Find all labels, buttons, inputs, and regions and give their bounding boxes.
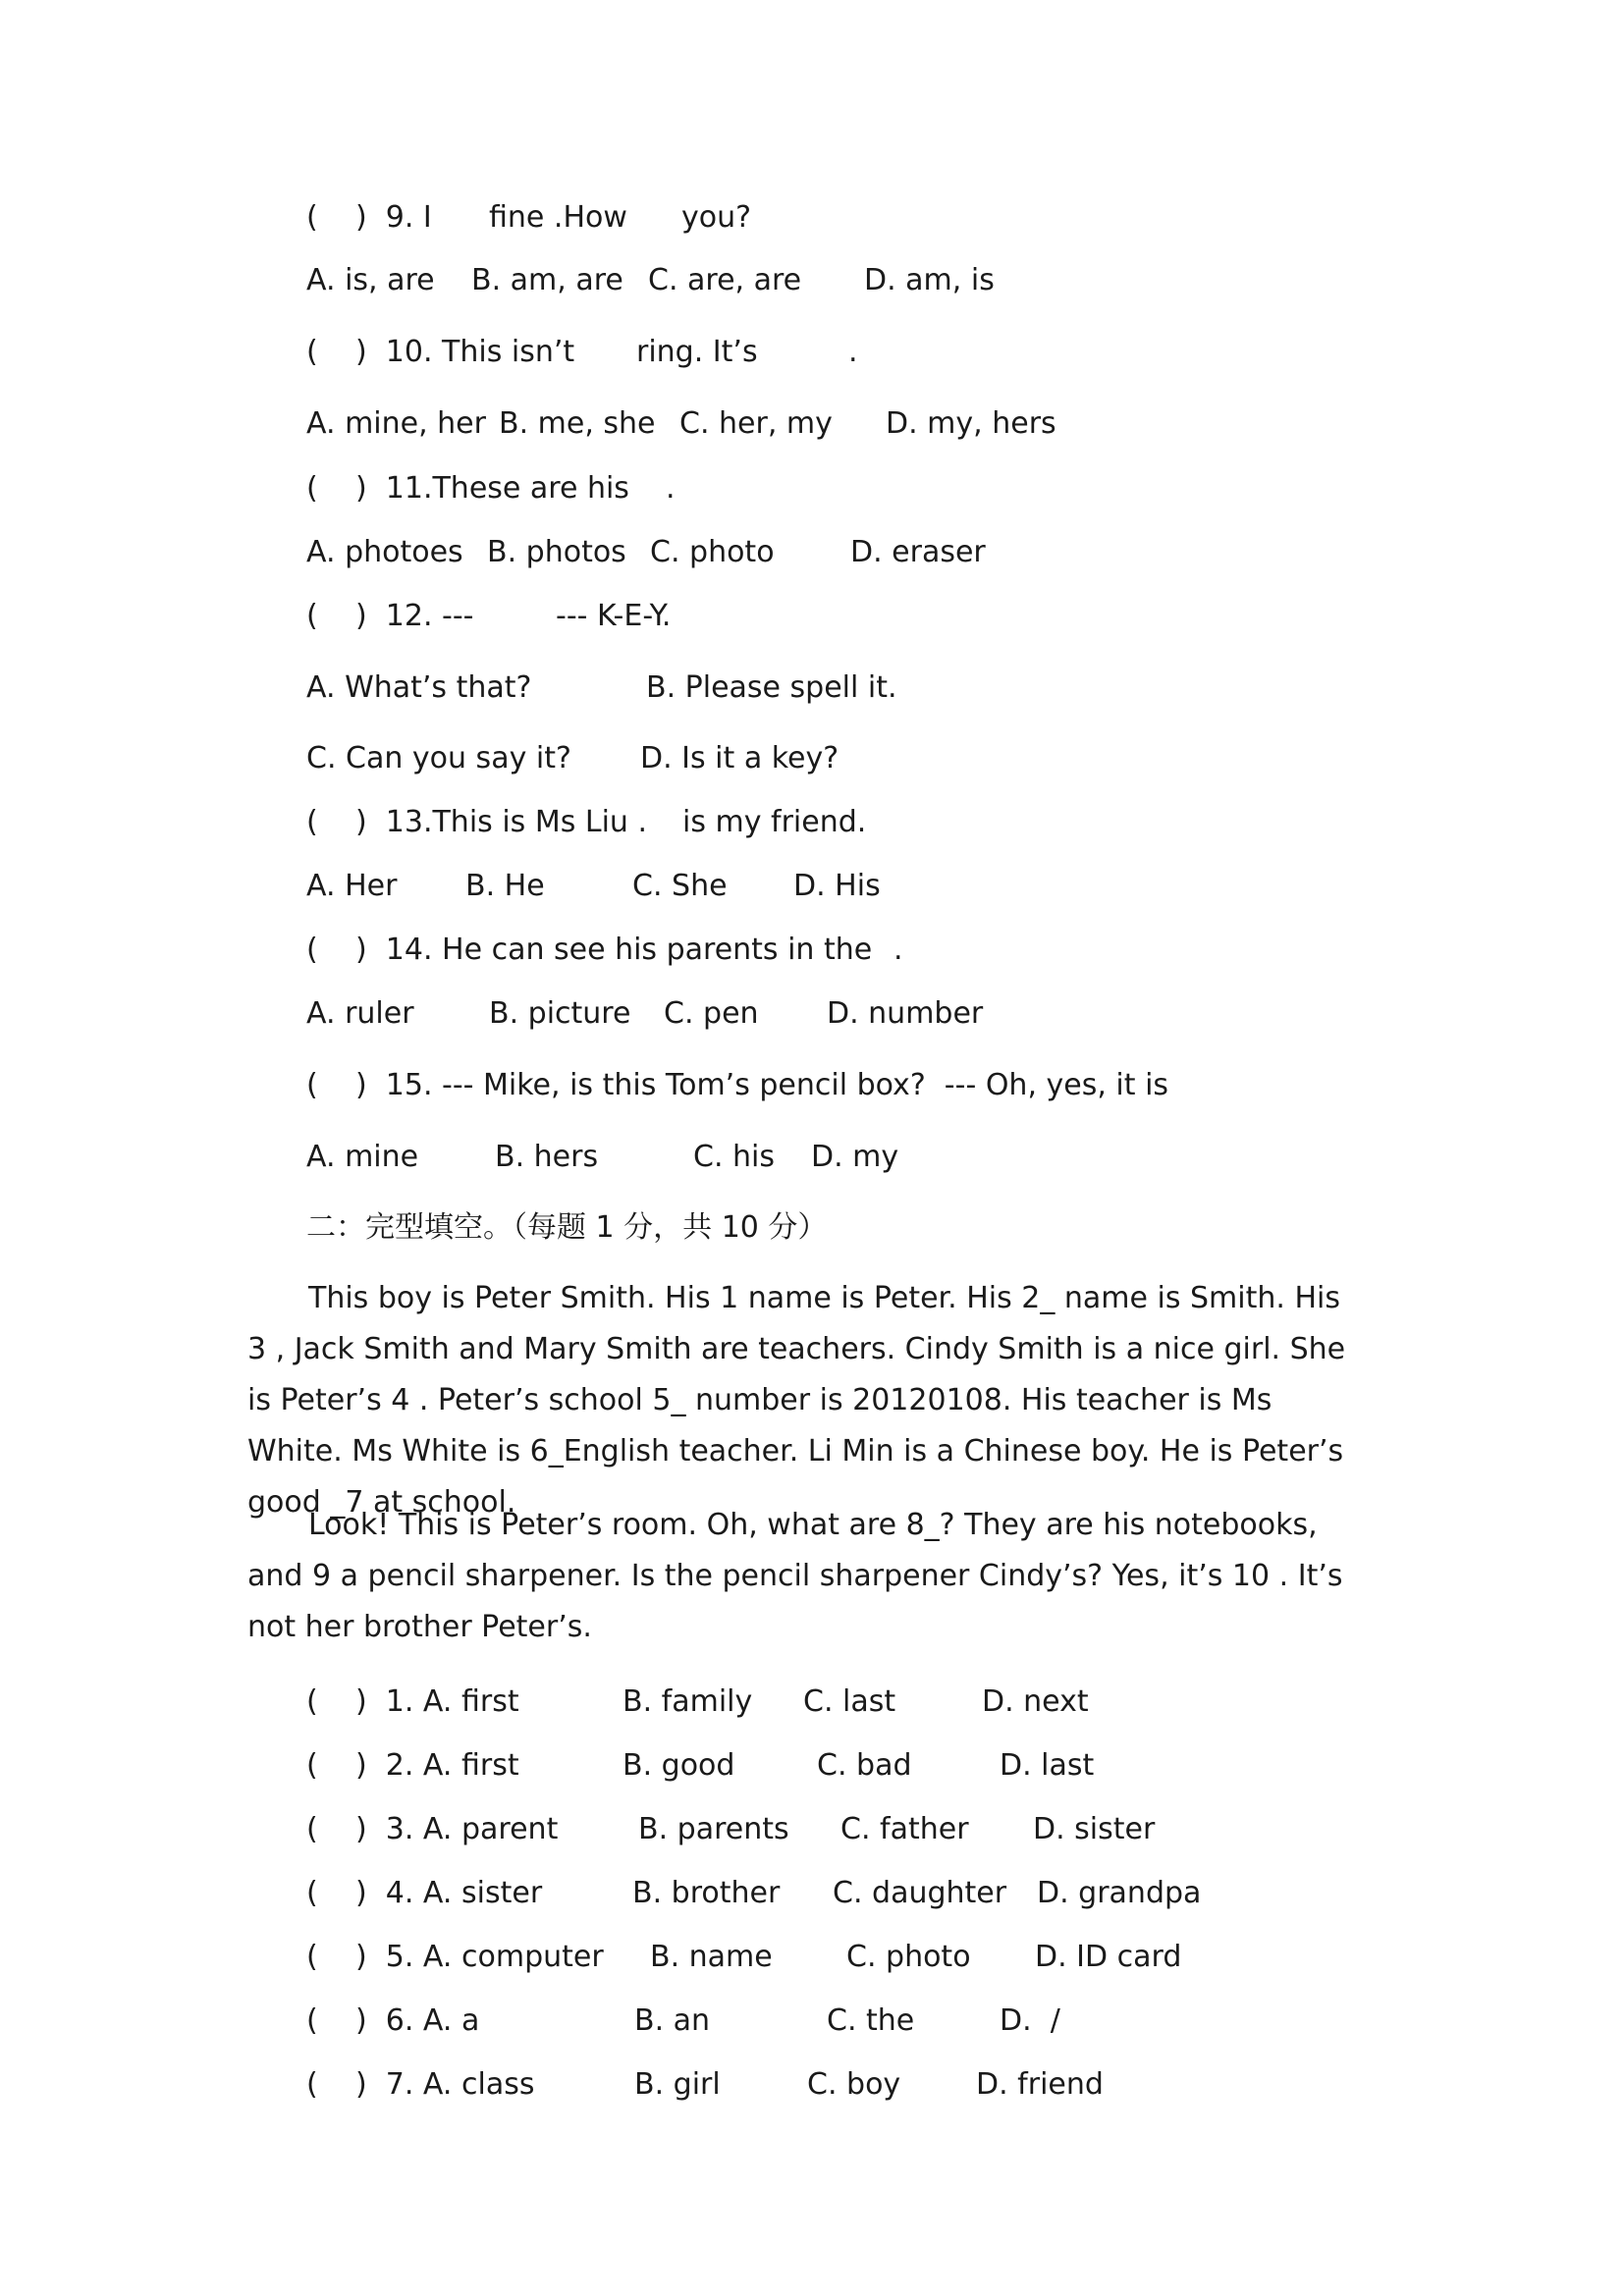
option-b: B. me, she [499, 406, 656, 441]
question-stem-part: . [848, 335, 858, 369]
option-a: A. ruler [306, 996, 414, 1031]
answer-paren: ( [306, 1940, 318, 1974]
option-b: B. picture [489, 996, 631, 1031]
answer-paren: ( [306, 335, 318, 369]
option-c: C. photo [650, 535, 775, 569]
option-d: D. friend [976, 2067, 1104, 2102]
answer-paren: ( [306, 599, 318, 633]
option-d: D. ID card [1035, 1940, 1182, 1974]
option-d: D. Is it a key? [640, 741, 839, 775]
answer-paren: ( [306, 1812, 318, 1846]
answer-paren: ( [306, 1068, 318, 1102]
option-c: C. photo [846, 1940, 971, 1974]
option-a: ) 7. A. class [355, 2067, 535, 2102]
question-stem-part: ring. It’s [636, 335, 758, 369]
answer-paren: ( [306, 805, 318, 839]
option-d: D. His [793, 869, 881, 903]
passage-paragraph-1: This boy is Peter Smith. His 1 name is Peter. His 2_ name is Smith. His 3 , Jack Smith and Mary Smith are teachers. Cindy Smith is a nice girl. She is Peter’s 4 . Peter’s school 5_ number is 20120108. His teacher is Ms White. Ms White is 6_English teacher. Li Min is a Chinese boy. He is Peter’s good _7 at school. [247, 1281, 1346, 1520]
option-a: ) 1. A. first [355, 1684, 519, 1719]
option-d: D. next [982, 1684, 1089, 1719]
option-c: C. his [693, 1140, 775, 1174]
option-b: B. girl [634, 2067, 721, 2102]
option-c: C. Can you say it? [306, 741, 571, 775]
option-b: B. family [623, 1684, 753, 1719]
option-d: D. eraser [850, 535, 986, 569]
option-b: B. Please spell it. [646, 670, 897, 705]
option-b: B. He [465, 869, 545, 903]
option-c: C. She [632, 869, 728, 903]
question-stem: ) 11.These are his [355, 471, 629, 506]
option-d: D. sister [1033, 1812, 1156, 1846]
option-d: D. am, is [864, 263, 995, 297]
option-a: A. What’s that? [306, 670, 532, 705]
option-b: B. parents [638, 1812, 789, 1846]
question-stem: ) 10. This isn’t [355, 335, 575, 369]
option-c: C. bad [817, 1748, 912, 1783]
option-c: C. daughter [833, 1876, 1007, 1910]
option-c: C. her, my [679, 406, 833, 441]
passage-paragraph-2: Look! This is Peter’s room. Oh, what are 8_? They are his notebooks, and 9 a pencil sharpener. Is the pencil sharpener Cindy’s? Yes, it’s 10 . It’s not her brother Peter’s. [247, 1508, 1343, 1644]
option-b: B. brother [632, 1876, 781, 1910]
option-a: ) 6. A. a [355, 2003, 480, 2038]
question-stem-part: fine .How [489, 200, 627, 235]
option-a: A. mine, her [306, 406, 486, 441]
option-d: D. my, hers [886, 406, 1056, 441]
option-c: C. pen [664, 996, 759, 1031]
question-stem: ) 9. I [355, 200, 432, 235]
answer-paren: ( [306, 1748, 318, 1783]
answer-paren: ( [306, 2003, 318, 2038]
option-a: ) 2. A. first [355, 1748, 519, 1783]
option-b: B. name [650, 1940, 773, 1974]
option-b: B. am, are [471, 263, 623, 297]
question-stem-part: . [666, 471, 676, 506]
answer-paren: ( [306, 471, 318, 506]
option-a: A. Her [306, 869, 398, 903]
answer-paren: ( [306, 1876, 318, 1910]
option-b: B. good [623, 1748, 735, 1783]
question-stem-part: you? [681, 200, 752, 235]
answer-paren: ( [306, 2067, 318, 2102]
option-d: D. my [811, 1140, 899, 1174]
section-heading: 二：完型填空。（每题 1 分，共 10 分） [306, 1210, 828, 1245]
question-stem-part: . [893, 933, 903, 967]
answer-paren: ( [306, 1684, 318, 1719]
question-stem-part: --- K-E-Y. [556, 599, 672, 633]
option-d: D. number [827, 996, 984, 1031]
option-c: C. last [803, 1684, 896, 1719]
question-stem: ) 15. --- Mike, is this Tom’s pencil box? --- Oh, yes, it is [355, 1068, 1169, 1102]
answer-paren: ( [306, 200, 318, 235]
question-stem-part: is my friend. [682, 805, 867, 839]
option-a: A. photoes [306, 535, 463, 569]
option-c: C. the [827, 2003, 915, 2038]
option-a: ) 4. A. sister [355, 1876, 543, 1910]
option-b: B. hers [495, 1140, 599, 1174]
option-b: B. an [634, 2003, 711, 2038]
question-stem: ) 14. He can see his parents in the [355, 933, 873, 967]
option-d: D. / [1000, 2003, 1060, 2038]
option-c: C. are, are [648, 263, 802, 297]
option-d: D. last [1000, 1748, 1095, 1783]
option-a: ) 3. A. parent [355, 1812, 559, 1846]
option-a: A. mine [306, 1140, 419, 1174]
answer-paren: ( [306, 933, 318, 967]
question-stem: ) 13.This is Ms Liu . [355, 805, 648, 839]
option-d: D. grandpa [1037, 1876, 1202, 1910]
option-b: B. photos [487, 535, 626, 569]
option-a: ) 5. A. computer [355, 1940, 604, 1974]
question-stem: ) 12. --- [355, 599, 474, 633]
option-c: C. father [840, 1812, 969, 1846]
option-c: C. boy [807, 2067, 901, 2102]
option-a: A. is, are [306, 263, 435, 297]
